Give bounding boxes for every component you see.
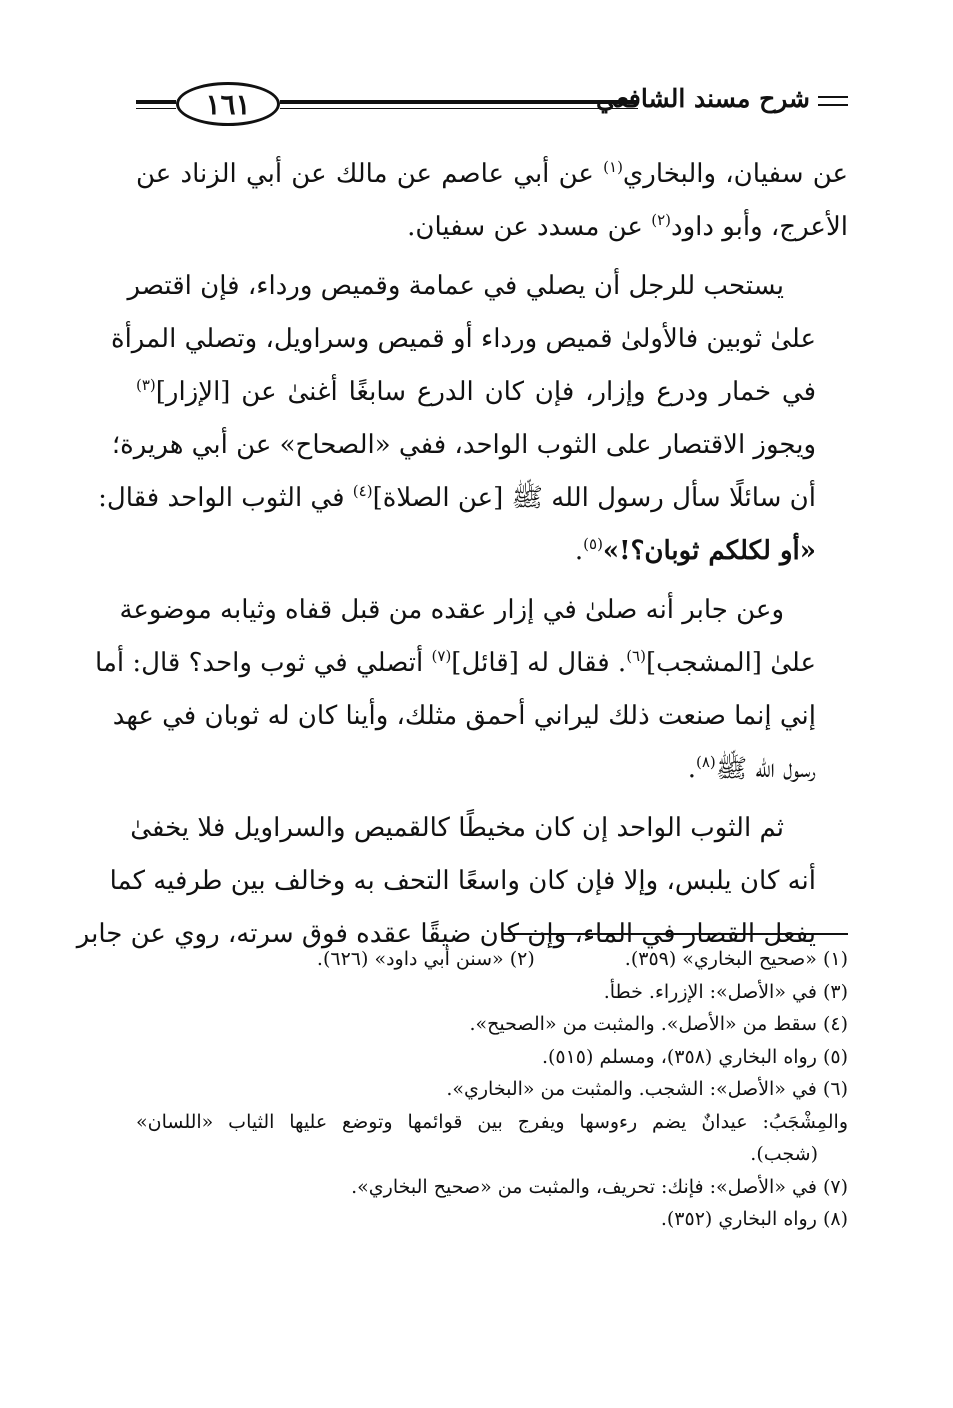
footnote-ref-6: (٦) bbox=[626, 647, 646, 665]
text-line: ويجوز الاقتصار على الثوب الواحد، ففي «الصحاح» عن أبي هريرة؛ bbox=[111, 430, 816, 460]
footnotes bbox=[136, 943, 848, 1236]
text-line: في خمار ودرع وإزار، فإن كان الدرع سابغًا أغنىٰ عن [الإزار]$^{(٣)}$ bbox=[136, 376, 816, 407]
footnote-6: (٦) في «الأصل»: الشجب. والمثبت من «البخاري». bbox=[446, 1078, 848, 1100]
page-header bbox=[136, 78, 848, 134]
hadith-quote: «أو لكلكم ثوبان؟!» bbox=[602, 536, 816, 566]
header-rule-middle-thin bbox=[280, 108, 638, 109]
text-line: وعن جابر أنه صلىٰ في إزار عقده من قبل قفاه وثيابه موضوعة bbox=[119, 595, 784, 625]
main-text bbox=[76, 148, 849, 961]
footnote-4: (٤) سقط من «الأصل». والمثبت من «الصحيح». bbox=[469, 1013, 848, 1035]
footnote-2: (٢) «سنن أبي داود» (٦٢٦). bbox=[316, 948, 535, 970]
footnote-ref-8: (٨) bbox=[695, 753, 716, 771]
footnote-ref-5: (٥) bbox=[583, 535, 603, 553]
text-line: الأعرج، وأبو داود$^{(٢)}$ عن مسدد عن سفيان. bbox=[407, 211, 848, 242]
running-title: شرح مسند الشافعي bbox=[596, 84, 810, 113]
footnote-ref-2: (٢) bbox=[651, 211, 671, 229]
footnote-ref-3: (٣) bbox=[136, 376, 156, 394]
paragraph-2 bbox=[98, 260, 848, 578]
page-number-text: ١٦١ bbox=[205, 87, 251, 121]
footnote-row-1-2 bbox=[136, 943, 848, 976]
text-line: علىٰ ثوبين فالأولىٰ قميص ورداء أو قميص وسراويل، وتصلي المرأة bbox=[110, 324, 816, 354]
footnote-ref-1: (١) bbox=[603, 158, 623, 176]
title-ornament bbox=[818, 96, 848, 112]
footnote-6-explanation: والمِشْجَبُ: عيدانٌ يضم رءوسها ويفرج بين قوائمها وتوضع عليها الثياب «اللسان» bbox=[136, 1110, 848, 1133]
footnote-6-source: (شجب). bbox=[750, 1143, 818, 1165]
text-line: ثم الثوب الواحد إن كان مخيطًا كالقميص والسراويل فلا يخفىٰ bbox=[130, 813, 784, 843]
text-line: أن سائلًا سأل رسول الله ﷺ [عن الصلاة]$^{(٤)}$ في الثوب الواحد فقال: bbox=[98, 482, 816, 513]
text-line: يستحب للرجل أن يصلي في عمامة وقميص ورداء، فإن اقتصر bbox=[127, 271, 784, 301]
text-line: رسول الله ﷺ$^{(٨)}$. bbox=[687, 753, 816, 784]
header-rule-middle bbox=[280, 100, 638, 104]
header-rule-left-thin bbox=[136, 108, 176, 109]
text-line: «أو لكلكم ثوبان؟!»$^{(٥)}$. bbox=[574, 535, 816, 566]
paragraph-3 bbox=[95, 584, 848, 796]
footnote-3: (٣) في «الأصل»: الإزراء. خطأ. bbox=[603, 980, 848, 1003]
page-number bbox=[176, 82, 280, 126]
footnote-1: (١) «صحيح البخاري» (٣٥٩). bbox=[624, 948, 848, 970]
footnote-5: (٥) رواه البخاري (٣٥٨)، ومسلم (٥١٥). bbox=[541, 1045, 848, 1068]
footnote-ref-7: (٧) bbox=[431, 647, 452, 665]
footnote-separator bbox=[502, 933, 848, 935]
text-line: عن سفيان، والبخاري$^{(١)}$ عن أبي عاصم عن مالك عن أبي الزناد عن bbox=[136, 158, 849, 189]
footnote-ref-4: (٤) bbox=[352, 482, 373, 500]
text-line: أنه كان يلبس، وإلا فإن كان واسعًا التحف به وخالف بين طرفيه كما bbox=[109, 866, 816, 896]
footnote-7: (٧) في «الأصل»: فإنك: تحريف، والمثبت من «صحيح البخاري». bbox=[351, 1175, 848, 1198]
text-line: يفعل القصار في الماء، وإن كان ضيقًا عقده فوق سرته، روي عن جابر bbox=[76, 919, 816, 949]
footnote-8: (٨) رواه البخاري (٣٥٢). bbox=[660, 1208, 848, 1230]
text-line: إني إنما صنعت ذلك ليراني أحمق مثلك، وأينا كان له ثوبان في عهد bbox=[112, 701, 816, 731]
text-line: علىٰ [المشجب]$^{(٦)}$. فقال له [قائل]$^{(٧)}$ أتصلي في ثوب واحد؟ قال: أما bbox=[95, 647, 816, 678]
header-rule-left bbox=[136, 100, 176, 104]
paragraph-4 bbox=[76, 802, 848, 961]
paragraph-1 bbox=[136, 148, 848, 254]
